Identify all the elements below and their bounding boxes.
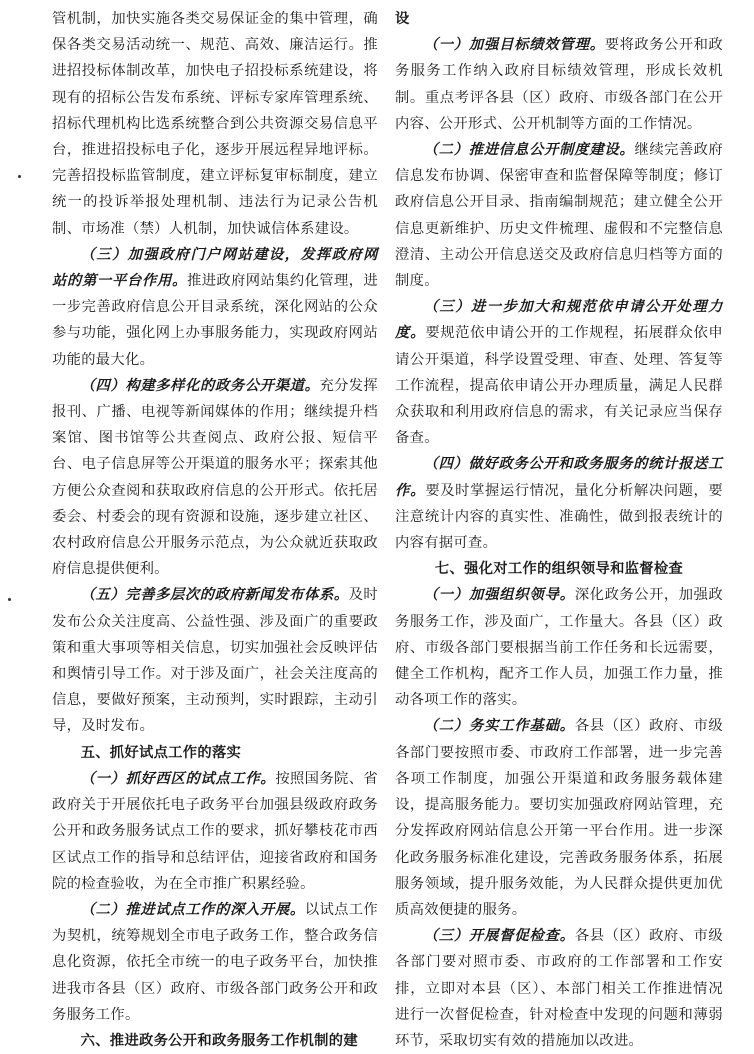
subheading: （二）推进信息公开制度建设。: [423, 142, 635, 159]
paragraph: [52, 897, 378, 1028]
subheading: （二）务实工作基础。: [423, 718, 575, 735]
paragraph-body: 按照国务院、省政府关于开展依托电子政务平台加强县级政府政务公开和政务服务试点工作的要求，抓好攀枝花市西区试点工作的指导和总结评估，迎接省政府和国务院的检查验收，为在全市推广积累经验。: [52, 770, 378, 892]
margin-mark: [18, 175, 21, 178]
subheading: （五）完善多层次的政府新闻发布体系。: [80, 587, 349, 604]
subheading: （三）进一步加大和规范依申请公开处理力度。: [395, 299, 723, 342]
paragraph: [52, 582, 378, 739]
paragraph-body: 要规范依申请公开的工作规程，拓展群众依申请公开渠道，科学设置受理、审查、处理、答复等工作流程，提高依申请公开办理质量，满足人民群众获取和利用政府信息的需求，有关记录应当保存备查。: [395, 325, 723, 447]
paragraph-body: 各县（区）政府、市级各部门要对照市委、市政府的工作部署和工作安排，立即对本县（区）、本部门相关工作推进情况进行一次督促检查，针对检查中发现的问题和薄弱环节，采取切实有效的措施加以改进。: [395, 928, 724, 1049]
paragraph: [395, 713, 723, 923]
section-heading: 七、强化对工作的组织领导和监督检查: [434, 561, 684, 578]
paragraph: 管机制，加快实施各类交易保证金的集中管理，确保各类交易活动统一、规范、高效、廉洁运行。推进招投标体制改革，加快电子招投标系统建设，将现有的招标公告发布系统、评标专家库管理系统、招标代理机构比选系统整合到公共资源交易信息平台，推进招投标电子化，逐步开展远程异地评标。完善招投标监管制度，建立评标复审标制度，建立统一的投诉举报处理机制、违法行为记录公告机制、市场准（禁）人机制，加快诚信体系建设。: [52, 11, 378, 237]
subheading: （一）抓好西区的试点工作。: [80, 770, 276, 787]
section-heading-continued: 设: [395, 11, 410, 27]
paragraph-body: 充分发挥报刊、广播、电视等新闻媒体的作用；继续提升档案馆、图书馆等公共查阅点、政府公报、短信平台、电子信息屏等公开渠道的服务水平；探索其他方便公众查阅和获取政府信息的公开形式。依托居委会、村委会的现有资源和设施，逐步建立社区、农村政府信息公开服务示范点，为公众就近获取政府信息提供便利。: [52, 377, 378, 578]
paragraph: [395, 294, 723, 451]
paragraph-body: 各县（区）政府、市级各部门要按照市委、市政府工作部署，进一步完善各项工作制度，加强公开渠道和政务服务载体建设，提高服务能力。要切实加强政府网站管理，充分发挥政府网站信息公开第一平台作用。进一步深化政务服务标准化建设，完善政务服务体系，拓展服务领域，提升服务效能，为人民群众提供更加优质高效便捷的服务。: [395, 718, 724, 918]
paragraph-body: 以试点工作为契机，统筹规划全市电子政务工作，整合政务信息化资源，依托全市统一的电子政务平台，加快推进我市各县（区）政府、市级各部门政务公开和政务服务工作。: [52, 901, 379, 1023]
left-column: [52, 6, 378, 1054]
paragraph-body: 要及时掌握运行情况，量化分析解决问题，要注意统计内容的真实性、准确性，做到报表统计的内容有据可查。: [395, 482, 723, 552]
paragraph-body: 深化政务公开，加强政务服务工作，涉及面广，工作量大。各县（区）政府、市级各部门要根据当前工作任务和长远需要，健全工作机构，配齐工作人员，加强工作力量，推动各项工作的落实。: [395, 587, 724, 709]
paragraph-body: 继续完善政府信息发布协调、保密审查和监督保障等制度；修订政府信息公开目录、指南编制规范；建立健全公开信息更新维护、历史文件梳理、虚假和不完整信息澄清、主动公开信息送交及政府信息归档等方面的制度。: [395, 142, 723, 290]
paragraph-body: 及时发布公众关注度高、公益性强、涉及面广的重要政策和重大事项等相关信息，切实加强社会反映评估和舆情引导工作。对于涉及面广，社会关注度高的信息，要做好预案，主动预判，实时跟踪，主动引导，及时发布。: [52, 587, 378, 735]
paragraph: [395, 451, 723, 556]
subheading: （三）开展督促检查。: [423, 928, 575, 945]
section-heading: 五、抓好试点工作的落实: [80, 744, 242, 761]
paragraph: [395, 923, 723, 1054]
subheading: （四）做好政务公开和政务服务的统计报送工作。: [395, 456, 723, 499]
subheading: （三）加强政府门户网站建设，发挥政府网站的第一平台作用。: [52, 246, 378, 290]
section-heading: 六、推进政务公开和政务服务工作机制的建: [80, 1032, 358, 1049]
subheading: （二）推进试点工作的深入开展。: [80, 901, 305, 918]
subheading: （一）加强目标绩效管理。: [423, 37, 605, 54]
right-column: [395, 6, 723, 1054]
subheading: （四）构建多样化的政务公开渠道。: [80, 377, 320, 394]
paragraph: [395, 582, 723, 713]
paragraph-body: 推进政府网站集约化管理，进一步完善政府信息公开目录系统，深化网站的公众参与功能，强化网上办事服务能力，实现政府网站功能的最大化。: [52, 273, 378, 368]
subheading: （一）加强组织领导。: [423, 587, 575, 604]
paragraph: [52, 373, 378, 583]
paragraph-body: 要将政务公开和政务服务工作纳入政府目标绩效管理，形成长效机制。重点考评各县（区）政府、市级各部门在公开内容、公开形式、公开机制等方面的工作情况。: [395, 37, 723, 132]
margin-mark: [8, 598, 11, 601]
paragraph: [395, 137, 723, 294]
paragraph: [52, 242, 378, 373]
paragraph: [52, 766, 378, 897]
paragraph: [395, 32, 723, 137]
